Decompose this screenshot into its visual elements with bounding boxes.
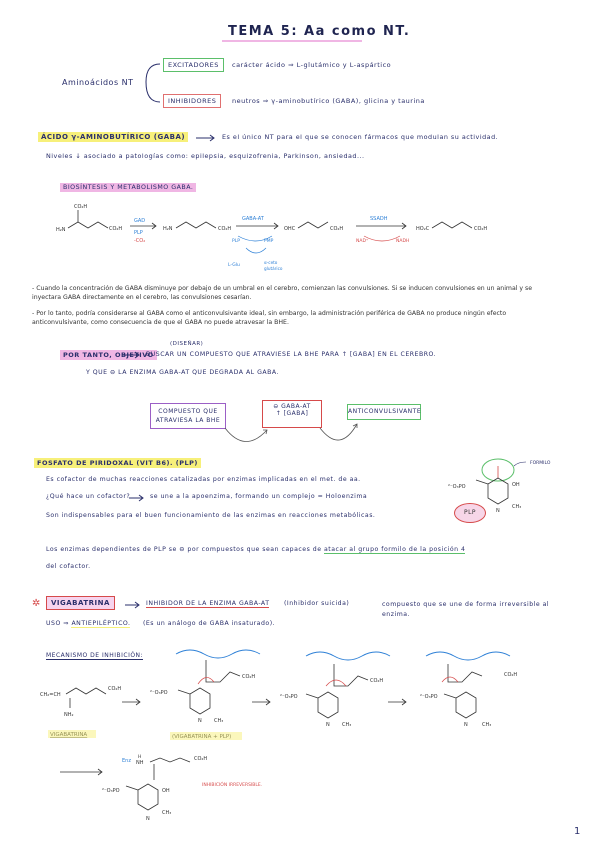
complex1-phos: ²⁻O₃PO [150,690,168,696]
vigabatrin-analog: (Es un análogo de GABA insaturado). [142,620,276,627]
gaba-line1: Es el único NT para el que se conocen fármacos que modulan su actividad. [222,133,499,141]
complex1-co2h: CO₂H [242,674,256,680]
svg-text:CO₂H: CO₂H [194,756,208,762]
aketo-label: α-ceto [264,260,278,265]
inhibitory-desc: neutros ⇒ γ-aminobutírico (GABA), glicina y taurina [232,97,425,105]
vigabatrin-line1c: compuesto que se une de forma irreversible al enzima. [382,601,550,618]
svg-text:N: N [496,508,500,514]
plp-line4 [46,546,465,553]
flow-box-compound: COMPUESTO QUE ATRAVIESA LA BHE [150,403,226,429]
arrow-icon-2 [122,351,142,359]
plp-line4-a: Los enzimas dependientes de PLP se ⊖ por compuestos que sean capaces de [46,546,322,553]
svg-text:N: N [146,816,150,822]
title-underline [222,40,362,42]
svg-text:CO₂H: CO₂H [504,672,518,678]
excitatory-desc: carácter ácido ⇒ L-glutámico y L-aspártico [232,61,392,69]
svg-text:N: N [326,722,330,728]
vigabatrin-line1b: (Inhibidor suicida) [284,600,350,607]
enz-h: H [138,755,142,760]
enz-label: Enz [122,758,131,764]
flow-arrows [195,418,395,450]
irreversible-label: INHIBICIÓN IRREVERSIBLE. [202,783,263,788]
co2h-label-3: CO₂H [218,226,232,232]
plp-phos-label: ²⁻O₃PO [448,484,466,490]
svg-text:CH₃: CH₃ [162,810,172,816]
vigabatrin-line2 [46,620,275,627]
co2h-label-1: CO₂H [74,204,88,210]
gaba-at-label: GABA-AT [242,216,264,222]
mechanism-scheme [30,642,580,827]
enz-nh: NH [136,760,144,766]
biosynthesis-note-1: - Cuando la concentración de GABA disminuye por debajo de un umbral en el cerebro, comienzan las convulsiones. Si se inducen convulsiones en un animal y se inyectara GABA directamente en el cerebro, las convulsiones cesarían. [32,285,533,301]
gaba-line2: Niveles ↓ asociado a patologías como: epilepsia, esquizofrenia, Parkinson, ansiedad... [46,152,365,160]
page-number: 1 [574,826,581,837]
svg-text:glutárico: glutárico [264,266,283,271]
svg-text:N: N [198,718,202,724]
plp-badge: PLP [454,503,486,523]
complex1-ch3: CH₃ [214,718,224,724]
objective-label: POR TANTO, OBJETIVO [60,350,157,360]
plp-line2-answer: se une a la apoenzima, formando un complejo = Holoenzima [150,493,368,500]
flow-enzyme-line2: ↑ [GABA] [275,410,309,417]
arrow-icon-4 [124,601,142,609]
page-title: TEMA 5: Aa como NT. [228,24,411,39]
arrow-icon [195,134,217,142]
plp-line5: del cofactor. [46,563,91,570]
svg-text:²⁻O₃PO: ²⁻O₃PO [420,694,438,700]
plp-ch3-label: CH₃ [512,504,522,510]
svg-text:CH₃: CH₃ [482,722,492,728]
biosynthesis-heading: BIOSÍNTESIS Y METABOLISMO GABA. [60,183,196,192]
ssadh-label: SSADH [370,216,388,222]
vigabatrin-antiepileptic: ANTIEPILÉPTICO. [71,620,131,627]
co2h-label-5: CO₂H [474,226,488,232]
svg-text:CH₃: CH₃ [342,722,352,728]
plp-line3: Son indispensables para el buen funcionamiento de las enzimas en reacciones metabólicas. [46,512,376,519]
biosynthesis-note-2: - Por lo tanto, podría considerarse al GABA como el anticonvulsivante ideal, sin embargo, la administración periférica de GABA no produce ningún efecto anticonvulsivante, como consecuencia de que el GABA no puede atravesar la BHE. [32,310,507,326]
plp-oh-label: OH [512,482,520,488]
objective-line2: Y QUE ⊖ LA ENZIMA GABA-AT QUE DEGRADA AL GABA. [86,369,279,376]
mechanism-heading: MECANISMO DE INHIBICIÓN: [46,652,144,659]
vigabatrin-heading: VIGABATRINA [46,596,115,610]
flow-box-result: ANTICONVULSIVANTE [347,404,421,420]
ohc-label: OHC [284,226,296,232]
biosynthesis-scheme [38,200,578,280]
vig-co2h: CO₂H [108,686,122,692]
plp-line4-b: atacar al grupo formilo de la posición 4 [324,546,466,553]
vigabatrin-use: USO ⇒ [46,620,69,627]
plp-line2-question: ¿Qué hace un cofactor? [46,493,131,500]
nadh-label: NADH [396,239,410,244]
plp-line1: Es cofactor de muchas reacciones catalizadas por enzimas implicadas en el met. de aa. [46,476,361,483]
star-icon: ✲ [32,598,41,609]
plp-label-2: PLP [232,239,240,244]
gaba-heading: ÁCIDO γ-AMINOBUTÍRICO (GABA) [38,132,188,142]
formyl-label: FORMILO [530,461,551,466]
excitatory-label: EXCITADORES [163,58,224,72]
svg-text:CO₂H: CO₂H [370,678,384,684]
bracket-icon [142,60,162,106]
svg-text:CH₂=CH: CH₂=CH [40,692,61,698]
flow-enzyme-line1: ⊖ GABA-AT [273,403,311,410]
co2h-label-2: CO₂H [109,226,123,232]
ho2c-label: HO₂C [416,226,430,232]
lglu-label: L-Glu [228,263,240,268]
h2n-label-2: H₂N [163,226,173,232]
co2h-label-4: CO₂H [330,226,344,232]
plp-label-1: PLP [134,230,143,236]
nad-label: NAD⁺ [356,239,369,244]
arrow-icon-3 [128,494,146,502]
design-note: (DISEÑAR) [170,341,204,347]
co2-label: -CO₂ [134,238,146,244]
aminoacids-root: Aminoácidos NT [62,78,134,87]
inhibitory-label: INHIBIDORES [163,94,221,108]
h2n-label-1: H₂N [56,227,66,233]
vigabatrin-line1a: INHIBIDOR DE LA ENZIMA GABA-AT [146,600,270,607]
final-oh: OH [162,788,170,794]
pmp-label: PMP [264,239,274,244]
objective-line1: BUSCAR UN COMPUESTO QUE ATRAVIESE LA BHE PARA ↑ [GABA] EN EL CEREBRO. [146,351,437,358]
svg-text:N: N [464,722,468,728]
svg-text:²⁻O₃PO: ²⁻O₃PO [102,788,120,794]
gad-label: GAD [134,218,146,224]
plp-heading: FOSFATO DE PIRIDOXAL (VIT B6). (PLP) [34,458,201,468]
svg-text:²⁻O₃PO: ²⁻O₃PO [280,694,298,700]
vig-nh2: NH₂ [64,712,74,718]
